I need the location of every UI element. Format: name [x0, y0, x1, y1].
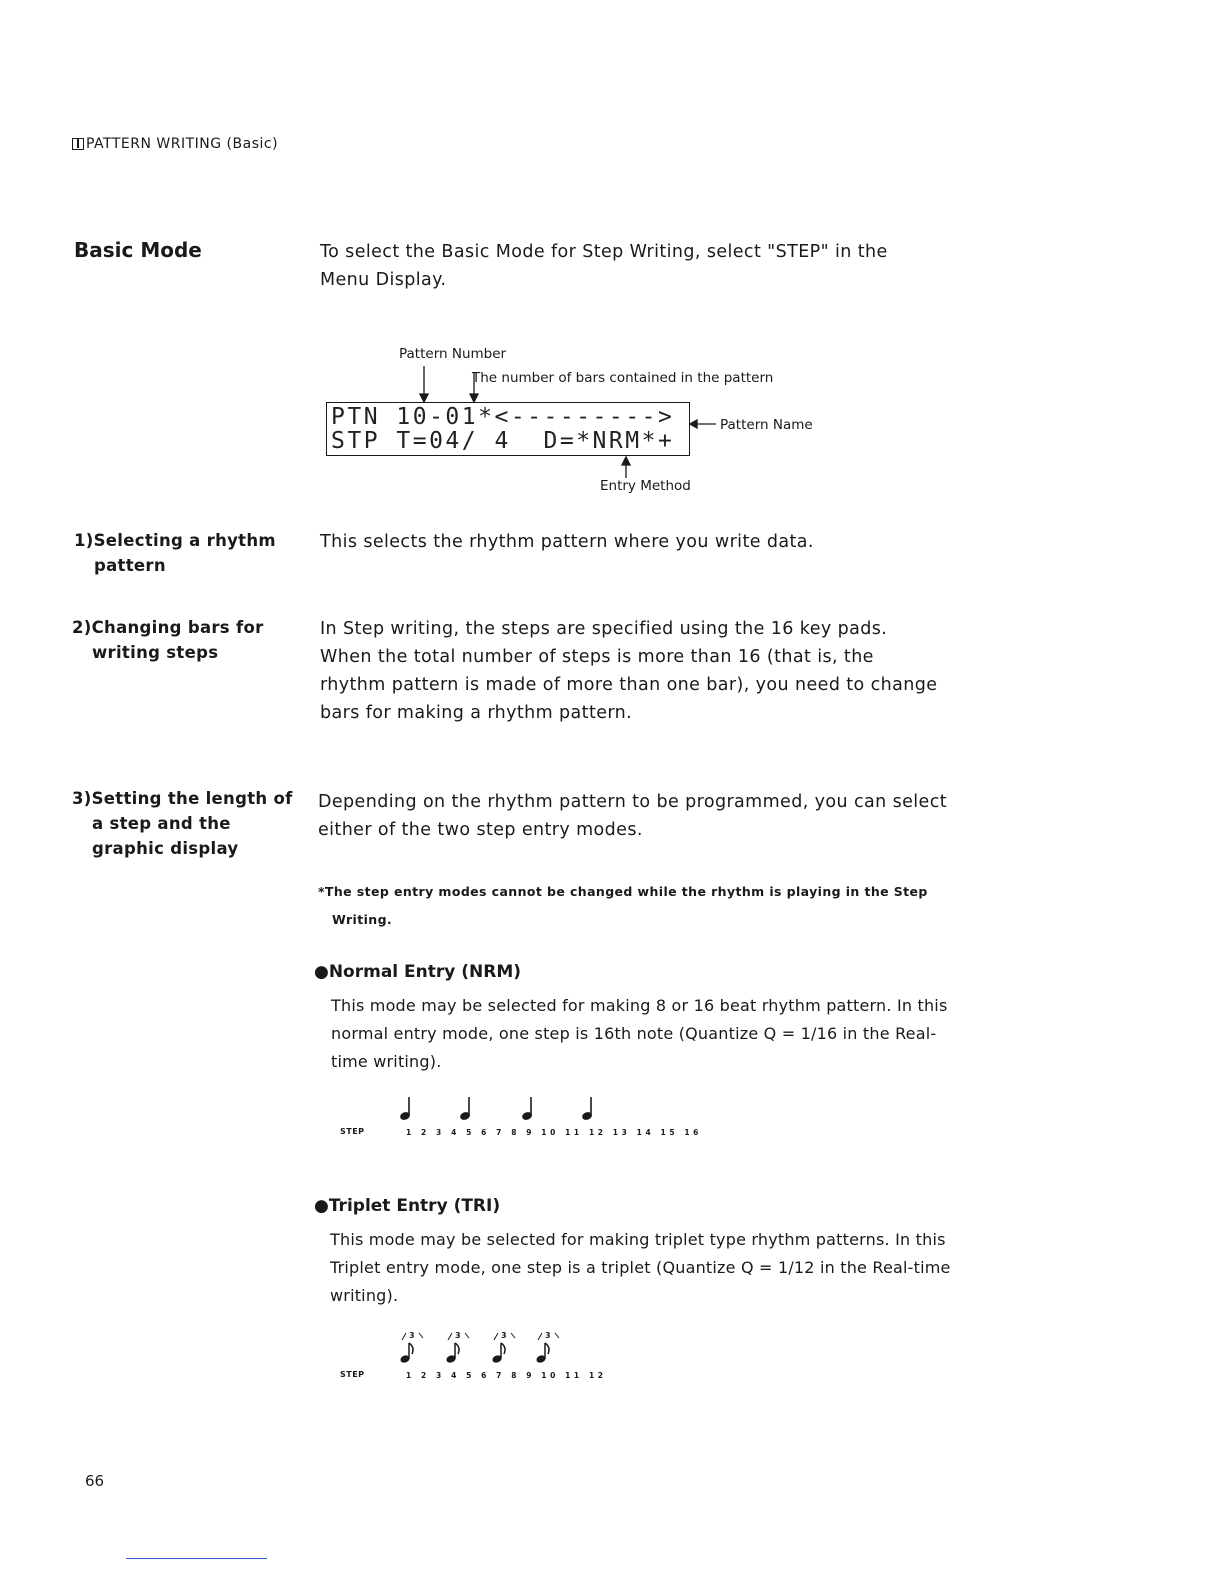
triplet-group-icon	[446, 1331, 469, 1363]
normal-step-numbers: 1 2 3 4 5 6 7 8 9 10 11 12 13 14 15 16	[406, 1128, 702, 1137]
text-line: In Step writing, the steps are specified using the 16 key pads.	[320, 619, 888, 639]
label-pattern-number: Pattern Number	[399, 346, 507, 362]
heading-line: 3)Setting the length of	[72, 789, 293, 808]
heading-line: a step and the	[92, 814, 231, 833]
tuplet-number: 3	[501, 1331, 507, 1340]
text-line: writing).	[330, 1286, 399, 1305]
triplet-step-label: STEP	[340, 1370, 365, 1379]
triplet-group-icon	[492, 1331, 515, 1363]
lcd-display	[326, 402, 690, 456]
text-line: rhythm pattern is made of more than one bar), you need to change	[320, 675, 938, 695]
step-mode-note	[318, 878, 928, 934]
arrowhead	[420, 394, 428, 402]
text-line: This mode may be selected for making 8 or 16 beat rhythm pattern. In this	[331, 996, 948, 1015]
text-line: Depending on the rhythm pattern to be programmed, you can select	[318, 792, 947, 812]
text-line: either of the two step entry modes.	[318, 820, 643, 840]
lcd-line-1: PTN 10-01*<--------->	[331, 404, 675, 430]
normal-entry-text	[331, 992, 948, 1076]
quarter-note-icon	[522, 1097, 533, 1121]
section-heading-2	[72, 615, 264, 665]
label-bars-count: The number of bars contained in the pattern	[472, 370, 774, 386]
section-text-1	[320, 528, 814, 556]
quarter-notes-figure	[396, 1094, 606, 1124]
footer-rule	[126, 1558, 267, 1559]
section-text-3	[318, 788, 947, 844]
label-pattern-name: Pattern Name	[720, 417, 813, 433]
note-line: *The step entry modes cannot be changed while the rhythm is playing in the Step	[318, 884, 928, 899]
section-heading-3	[72, 786, 293, 861]
triplet-entry-title: ●Triplet Entry (TRI)	[314, 1196, 501, 1216]
heading-line: writing steps	[92, 643, 219, 662]
lcd-line-2: STP T=04/ 4 D=*NRM*+	[331, 428, 675, 454]
text-line: This mode may be selected for making triplet type rhythm patterns. In this	[330, 1230, 946, 1249]
text-line: This selects the rhythm pattern where you write data.	[320, 532, 814, 552]
section-text-2	[320, 615, 937, 727]
section-heading-1	[74, 528, 276, 578]
triplet-step-numbers: 1 2 3 4 5 6 7 8 9 10 11 12	[406, 1371, 607, 1380]
arrowhead	[690, 420, 697, 428]
normal-entry-title: ●Normal Entry (NRM)	[314, 962, 522, 982]
page-number: 66	[85, 1472, 105, 1490]
text-line: normal entry mode, one step is 16th note (Quantize Q = 1/16 in the Real-	[331, 1024, 937, 1043]
triplet-group-icon	[400, 1331, 423, 1363]
heading-line: pattern	[94, 556, 166, 575]
heading-line: graphic display	[92, 839, 239, 858]
normal-step-label: STEP	[340, 1127, 365, 1136]
triplet-entry-text	[330, 1226, 951, 1310]
text-line: bars for making a rhythm pattern.	[320, 703, 633, 723]
header-title: PATTERN WRITING (Basic)	[86, 136, 279, 152]
heading-line: 2)Changing bars for	[72, 618, 264, 637]
note-line: Writing.	[332, 912, 393, 927]
heading-line: 1)Selecting a rhythm	[74, 531, 276, 550]
arrowhead	[622, 457, 630, 465]
quarter-note-icon	[400, 1097, 411, 1121]
display-callout-arrows	[0, 0, 1224, 600]
triplet-group-icon	[536, 1331, 559, 1363]
intro-line: To select the Basic Mode for Step Writing, select "STEP" in the	[320, 242, 888, 262]
tuplet-number: 3	[455, 1331, 461, 1340]
text-line: time writing).	[331, 1052, 442, 1071]
tuplet-number: 3	[545, 1331, 551, 1340]
quarter-note-icon	[582, 1097, 593, 1121]
quarter-note-icon	[460, 1097, 471, 1121]
label-entry-method: Entry Method	[600, 478, 691, 494]
triplet-notes-figure	[396, 1326, 596, 1366]
tuplet-number: 3	[409, 1331, 415, 1340]
arrowhead	[470, 394, 478, 402]
intro-line: Menu Display.	[320, 270, 447, 290]
text-line: When the total number of steps is more than 16 (that is, the	[320, 647, 874, 667]
basic-mode-title: Basic Mode	[74, 238, 202, 262]
text-line: Triplet entry mode, one step is a triplet (Quantize Q = 1/12 in the Real-time	[330, 1258, 951, 1277]
